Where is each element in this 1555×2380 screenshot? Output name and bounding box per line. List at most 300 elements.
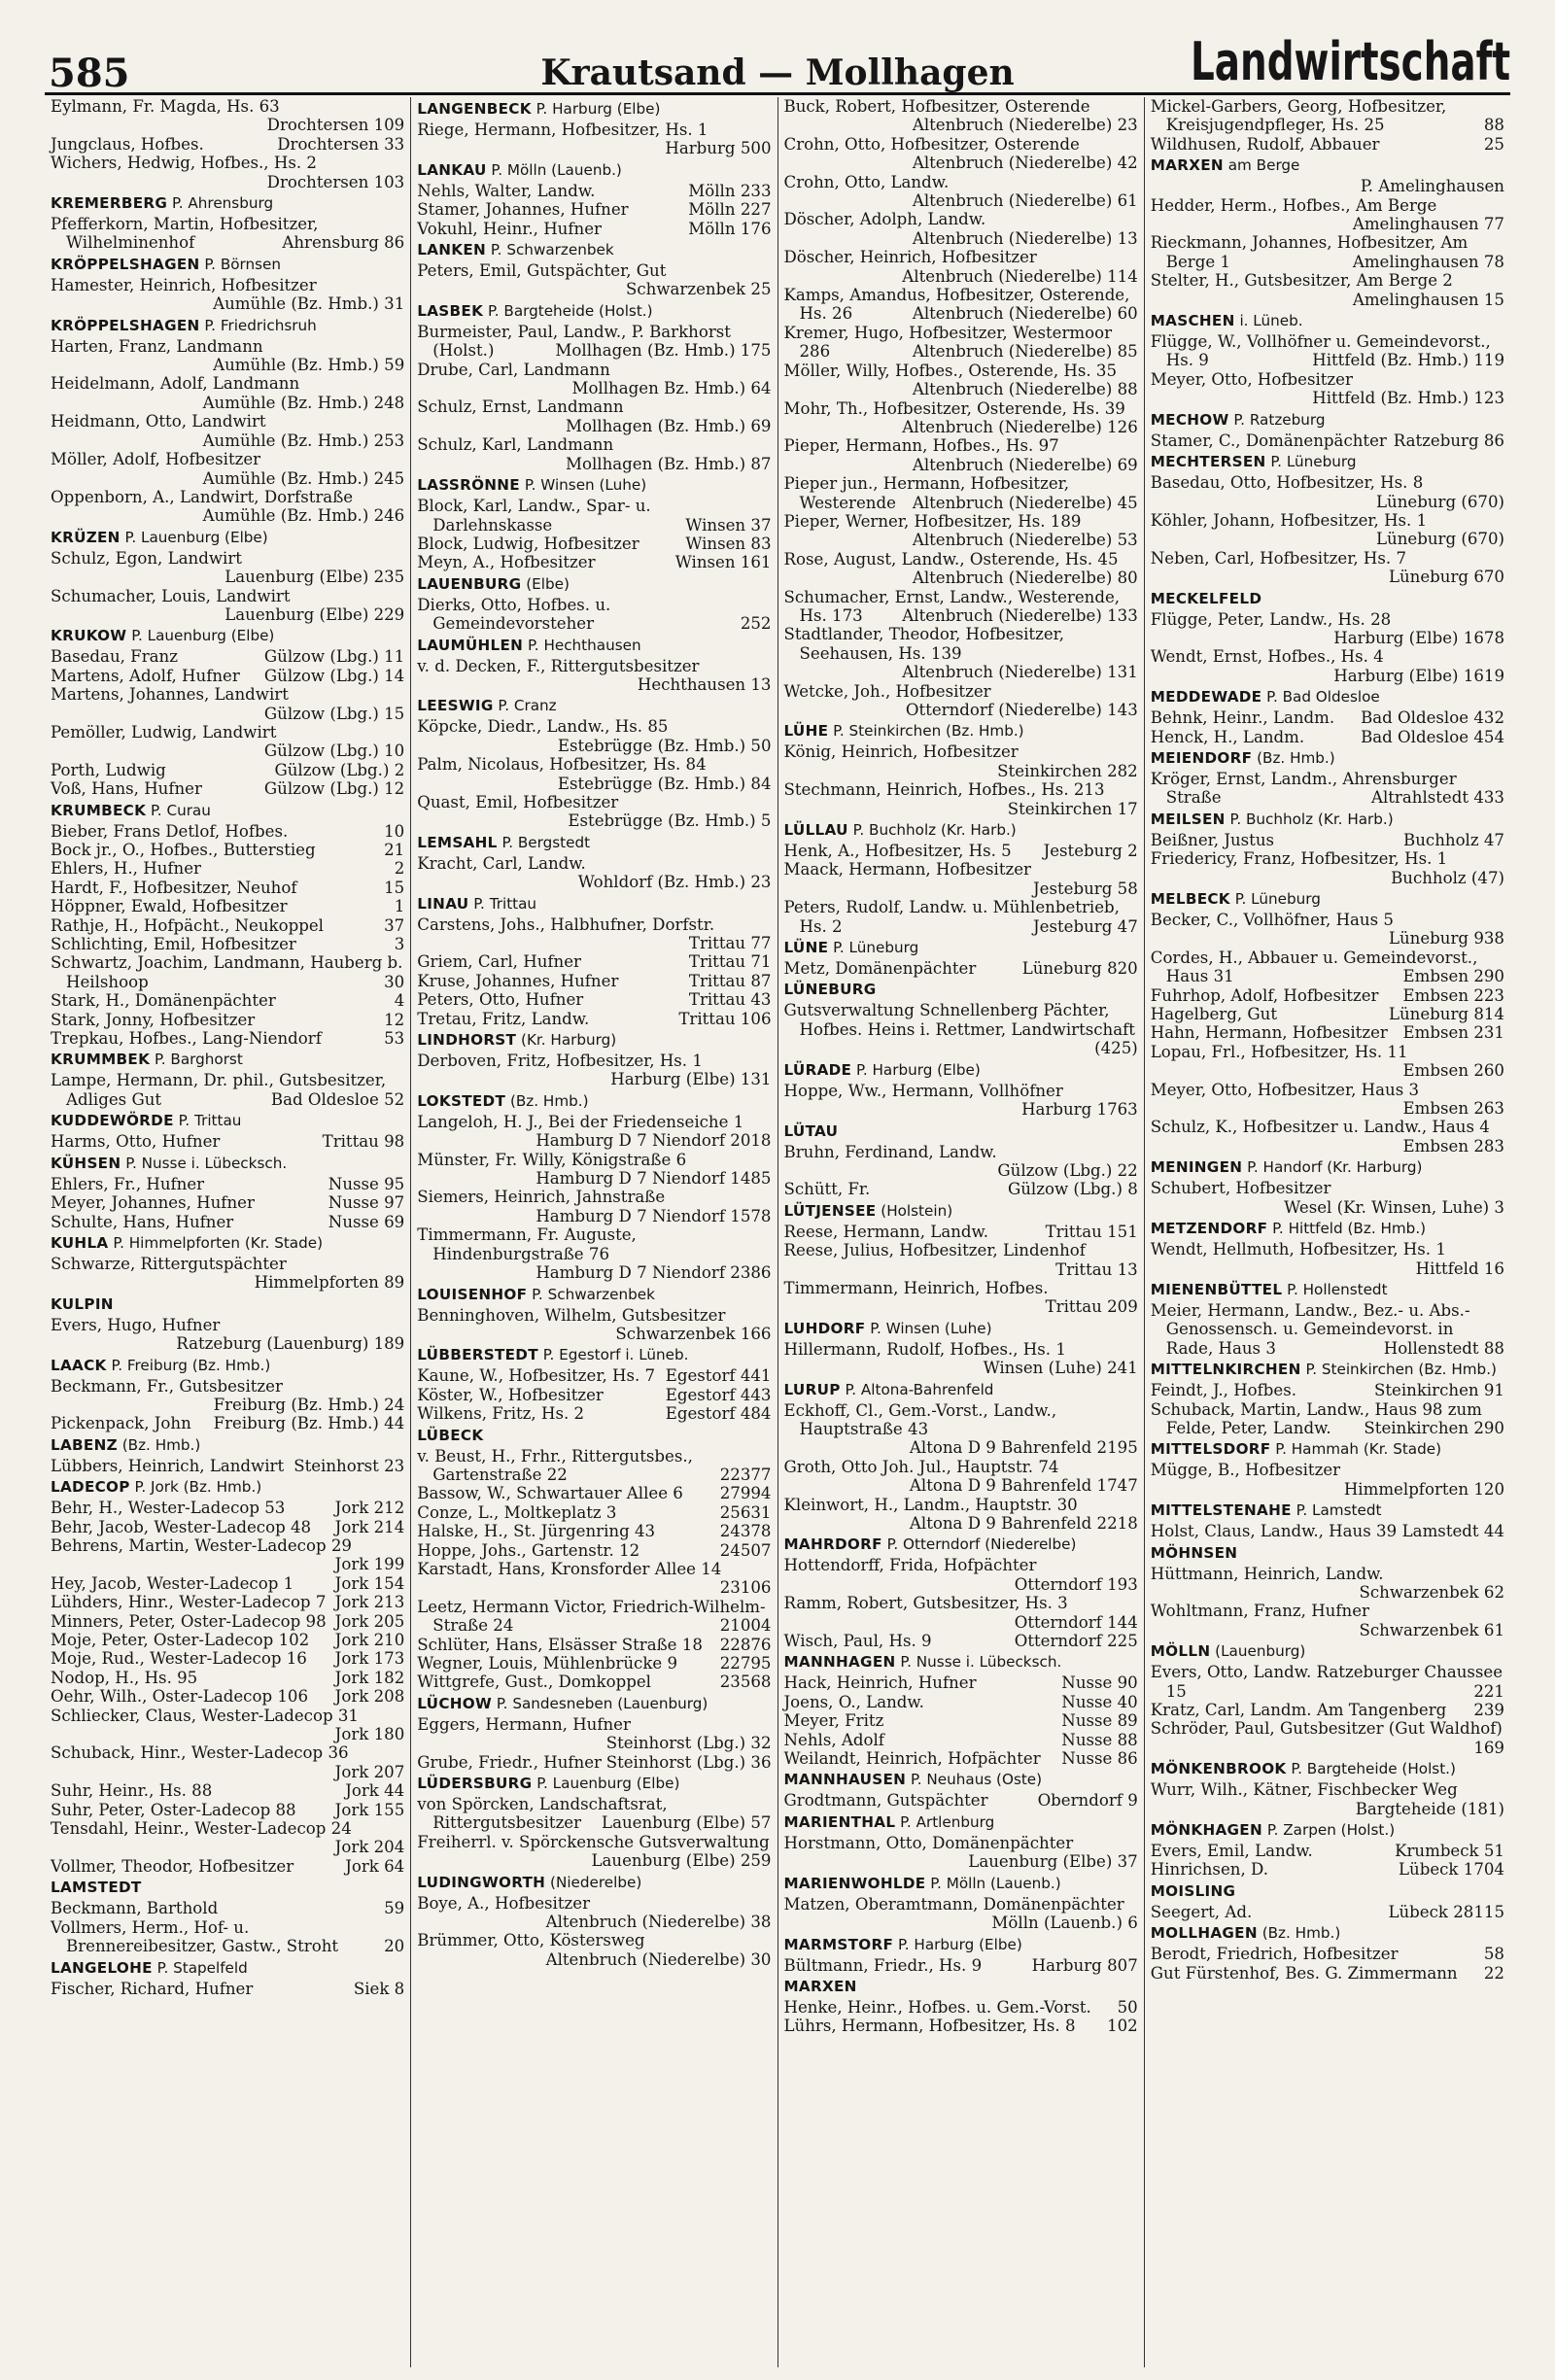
phone-location: 88 [1483,116,1504,135]
place-heading [1151,1157,1504,1178]
directory-entry [417,1636,771,1654]
phone-location: Embsen 231 [1402,1023,1504,1043]
directory-entry [784,97,1138,135]
entry-text: Rathje, H., Hofpächt., Neukoppel [51,915,324,935]
phone-location: Estebrügge (Bz. Hmb.) 5 [568,811,772,831]
phone-location: Otterndorf 225 [1014,1632,1138,1651]
directory-entry [417,553,771,571]
phone-location: Jesteburg 58 [1033,879,1138,898]
place-name: KRÜZEN [51,528,121,546]
place-heading [1151,589,1504,609]
entry-text: Meier, Hermann, Landw., Bez.- u. Abs.-Genossensch. u. Gemeindevorst. in Rade, Haus 3 [1150,1300,1470,1358]
post-office: P. Schwarzenbek [532,1285,655,1303]
place-name: LASBEK [417,301,484,320]
entry-text: Grodtmann, Gutspächter [783,1791,988,1811]
phone-location: Altenbruch (Niederelbe) 45 [912,493,1138,512]
place-heading [51,1154,404,1174]
phone-location: Bargteheide (181) [1355,1799,1504,1818]
directory-entry [784,399,1138,437]
entry-text: Riege, Hermann, Hofbesitzer, Hs. 1 [417,121,708,139]
post-office: P. Steinkirchen (Bz. Hmb.) [833,722,1024,741]
directory-entry [51,1669,404,1687]
place-name: LÜLLAU [783,821,848,840]
place-heading [1151,452,1504,472]
post-office: P. Freiburg (Bz. Hmb.) [111,1356,271,1374]
directory-entry [1151,986,1504,1005]
directory-entry [417,1833,771,1871]
entry-text: Ehlers, Fr., Hufner [51,1174,205,1193]
entry-text: Oehr, Wilh., Oster-Ladecop 106 [51,1687,309,1707]
directory-entry [417,1931,771,1969]
directory-entry [1151,1903,1504,1921]
phone-location: Jork 64 [345,1856,405,1876]
phone-location: Freiburg (Bz. Hmb.) 44 [213,1414,405,1433]
phone-location: Harburg (Elbe) 1678 [1333,628,1504,647]
phone-location: 4 [394,991,405,1011]
entry-text: Harten, Franz, Landmann [51,336,263,356]
directory-entry [1151,1945,1504,1963]
phone-location: Altenbruch (Niederelbe) 61 [912,191,1138,211]
entry-text: Griem, Carl, Hufner [417,952,581,972]
entry-text: Suhr, Peter, Oster-Ladecop 88 [51,1800,296,1819]
directory-entry [784,1749,1138,1768]
phone-location: Wesel (Kr. Winsen, Luhe) 3 [1284,1197,1504,1217]
place-name: LÜCHOW [417,1694,493,1712]
entry-text: Hagelberg, Gut [1150,1005,1278,1024]
directory-entry [51,1819,404,1857]
entry-text: Evers, Hugo, Hufner [51,1315,221,1334]
post-office: (Niederelbe) [550,1873,642,1891]
place-name: LAUENBURG [417,574,522,593]
place-name: MARIENTHAL [783,1812,896,1831]
directory-entry [51,412,404,450]
entry-text: Moje, Peter, Oster-Ladecop 102 [51,1631,310,1649]
entry-text: Meyn, A., Hofbesitzer [417,553,596,572]
directory-entry [51,723,404,761]
page-range-title: Krautsand — Mollhagen [540,52,1015,93]
columns [45,97,1510,2367]
entry-text: Freiherrl. v. Spörckensche Gutsverwaltung [417,1832,770,1851]
post-office: P. Lauenburg (Elbe) [124,528,268,546]
place-name: MELBECK [1150,890,1230,908]
entry-text: Reese, Julius, Hofbesitzer, Lindenhof [783,1241,1086,1260]
phone-location: Winsen 83 [685,534,772,553]
directory-entry [1151,549,1504,587]
directory-entry [51,337,404,375]
phone-location: Lübeck 28115 [1388,1902,1504,1921]
phone-location: 169 [1473,1738,1504,1757]
directory-entry [784,1594,1138,1632]
directory-entry [417,323,771,361]
directory-entry [417,1753,771,1772]
place-name: MARXEN [783,1977,857,1995]
entry-text: Ehlers, H., Hufner [51,859,201,879]
phone-location: Siek 8 [353,1979,405,1998]
place-name: LÜHE [783,722,829,741]
post-office: P. Hammah (Kr. Stade) [1275,1440,1442,1459]
phone-location: Trittau 151 [1045,1222,1138,1241]
directory-entry [51,1499,404,1517]
directory-entry [1151,1381,1504,1399]
entry-text: Eckhoff, Cl., Gem.-Vorst., Landw., Hauptstraße 43 [783,1400,1057,1438]
entry-text: Hack, Heinrich, Hufner [783,1673,977,1693]
entry-text: Wendt, Hellmuth, Hofbesitzer, Hs. 1 [1150,1240,1446,1259]
directory-entry [784,362,1138,399]
phone-location: Ratzeburg (Lauenburg) 189 [176,1334,405,1354]
phone-location: Winsen 161 [674,553,772,572]
place-name: LANKAU [417,160,487,179]
place-heading [1151,748,1504,769]
phone-location: 27994 [719,1484,772,1503]
phone-location: Krumbeck 51 [1395,1842,1504,1861]
place-name: LÜNE [783,939,829,957]
directory-entry [417,793,771,831]
place-name: LURUP [783,1380,841,1398]
phone-location: Otterndorf 144 [1014,1612,1138,1632]
post-office: P. Lüneburg [833,939,919,957]
directory-entry [51,1612,404,1631]
post-office: P. Hittfeld (Bz. Hmb.) [1272,1220,1427,1238]
entry-text: Fuhrhop, Adolf, Hofbesitzer [1150,985,1379,1005]
directory-entry [784,210,1138,248]
directory-entry [784,1241,1138,1279]
phone-location: Trittau 43 [688,990,772,1010]
entry-text: Basedau, Otto, Hofbesitzer, Hs. 8 [1150,473,1424,493]
entry-text: Minners, Peter, Oster-Ladecop 98 [51,1611,327,1631]
place-name: LABENZ [51,1435,118,1454]
phone-location: 3 [394,935,405,954]
entry-text: Stechmann, Heinrich, Hofbes., Hs. 213 [783,780,1105,800]
directory-entry [51,215,404,253]
entry-text: Peters, Emil, Gutspächter, Gut [417,261,667,281]
phone-location: Gülzow (Lbg.) 14 [263,666,405,685]
directory-entry [417,261,771,299]
phone-location: 25 [1483,134,1504,154]
phone-location: Altenbruch (Niederelbe) 131 [902,663,1138,682]
entry-text: Schlüter, Hans, Elsässer Straße 18 [417,1635,703,1654]
directory-entry [1151,647,1504,685]
phone-location: 221 [1473,1681,1504,1701]
phone-location: Steinkirchen 282 [997,761,1138,780]
entry-text: Schuback, Hinr., Wester-Ladecop 36 [51,1743,349,1763]
place-heading [784,980,1138,1000]
phone-location: Aumühle (Bz. Hmb.) 245 [202,468,405,488]
entry-text: Pickenpack, John [51,1414,191,1433]
place-name: LAUMÜHLEN [417,636,524,654]
entry-text: Henck, H., Landm. [1150,727,1305,746]
phone-location: 239 [1473,1701,1504,1719]
directory-entry [1151,135,1504,154]
entry-text: Schubert, Hofbesitzer [1150,1179,1331,1198]
phone-location: Trittau 209 [1045,1297,1138,1317]
phone-location: Wohldorf (Bz. Hmb.) 23 [577,873,772,892]
place-name: MÖNKHAGEN [1150,1821,1262,1840]
phone-location: Trittau 71 [688,952,772,972]
page-header [45,17,1510,97]
phone-location: Gülzow (Lbg.) 12 [263,779,405,799]
directory-entry [784,842,1138,860]
phone-location: 252 [740,614,772,634]
phone-location: Hamburg D 7 Niendorf 1485 [536,1169,772,1189]
phone-location: Jork 180 [334,1725,405,1744]
directory-entry [417,1503,771,1522]
phone-location: Hechthausen 13 [637,674,772,694]
post-office: (Holstein) [881,1201,953,1220]
place-name: LANKEN [417,241,487,259]
place-heading [51,1477,404,1498]
phone-location: P. Amelinghausen [1360,177,1504,196]
entry-text: Conze, L., Moltkeplatz 3 [417,1502,617,1522]
place-name: LADECOP [51,1478,130,1497]
directory-entry [784,1791,1138,1810]
phone-location: Mollhagen (Bz. Hmb.) 69 [565,416,772,435]
directory-entry [51,97,404,135]
directory-entry [1151,473,1504,511]
entry-text: Grube, Friedr., Hufner [417,1752,602,1772]
entry-text: Dierks, Otto, Hofbes. u. Gemeindevorsteher [417,595,611,634]
directory-entry [417,1151,771,1189]
entry-text: Wohltmann, Franz, Hufner [1150,1602,1369,1621]
entry-text: Beckmann, Barthold [51,1899,219,1918]
entry-text: Flügge, Peter, Landw., Hs. 28 [1150,609,1392,629]
directory-entry [51,822,404,841]
directory-entry [417,717,771,755]
directory-entry [1151,1043,1504,1081]
entry-text: Boye, A., Hofbesitzer [417,1893,591,1913]
phone-location: Nusse 86 [1061,1749,1138,1769]
post-office: P. Himmelpforten (Kr. Stade) [113,1233,324,1252]
place-name: LOKSTEDT [417,1091,506,1110]
entry-text: Nehls, Adolf [783,1730,884,1749]
place-name: MEIENDORF [1150,748,1253,767]
place-heading [417,99,771,120]
phone-location: Lauenburg (Elbe) 259 [591,1851,772,1871]
entry-text: Henke, Heinr., Hofbes. u. Gem.-Vorst. [783,1997,1091,2017]
directory-entry [784,135,1138,173]
entry-text: Karstadt, Hans, Kronsforder Allee 14 [417,1559,722,1578]
place-heading [1151,410,1504,431]
phone-location: Steinkirchen 17 [1007,799,1138,818]
place-heading [417,1426,771,1446]
entry-text: Kremer, Hugo, Hofbesitzer, Westermoor 286 [783,323,1113,362]
entry-text: Vokuhl, Heinr., Hufner [417,219,602,238]
entry-text: Hardt, F., Hofbesitzer, Neuhof [51,878,297,897]
phone-location: 37 [384,915,405,935]
directory-entry [51,1801,404,1819]
entry-text: Block, Karl, Landw., Spar- u. Darlehnskasse [417,497,651,535]
directory-entry [1151,332,1504,370]
directory-entry [784,324,1138,362]
phone-location: Buchholz (47) [1391,868,1504,887]
directory-entry [417,361,771,398]
directory-entry [784,474,1138,512]
phone-location: Altrahlstedt 433 [1370,788,1504,808]
phone-location: Lüneburg 814 [1388,1005,1504,1024]
header-rule [45,92,1510,95]
phone-location: 50 [1117,1997,1138,2017]
entry-text: Wisch, Paul, Hs. 9 [783,1632,932,1651]
phone-location: Altona D 9 Bahrenfeld 1747 [909,1476,1138,1496]
entry-text: Stelter, H., Gutsbesitzer, Am Berge 2 [1150,271,1453,291]
entry-text: Tensdahl, Heinr., Wester-Ladecop 24 [51,1819,352,1839]
directory-entry [417,1052,771,1089]
post-office: P. Mölln (Lauenb.) [491,160,622,179]
entry-text: Möller, Adolf, Hofbesitzer [51,450,261,469]
entry-text: Porth, Ludwig [51,760,166,779]
place-heading [51,1233,404,1254]
entry-text: Kaune, W., Hofbesitzer, Hs. 7 [417,1366,656,1386]
place-name: MIENENBÜTTEL [1150,1280,1283,1298]
post-office: P. Curau [151,801,211,819]
section-title: Landwirtschaft [1190,31,1510,92]
directory-entry [784,1458,1138,1496]
directory-entry [417,182,771,200]
place-heading [51,1050,404,1070]
post-office: (Bz. Hmb.) [1257,748,1335,767]
entry-text: Leetz, Hermann Victor, Friedrich-Wilhelm-Straße 24 [417,1597,766,1636]
place-name: MARMSTORF [783,1935,894,1953]
directory-entry [51,1593,404,1611]
phone-location: Amelinghausen 78 [1352,252,1504,271]
phone-location: Hittfeld 16 [1415,1259,1504,1278]
entry-text: Joens, O., Landw. [783,1692,924,1711]
phone-location: Harburg (Elbe) 131 [610,1070,772,1089]
phone-location: 10 [384,821,405,841]
post-office: P. Friedrichsruh [204,316,317,334]
phone-location: Lüneburg 820 [1021,959,1138,979]
directory-entry [1151,949,1504,986]
place-name: KULPIN [51,1294,114,1313]
post-office: P. Lamstedt [1296,1501,1382,1520]
directory-entry [784,682,1138,720]
directory-entry [51,1918,404,1956]
phone-location: Gülzow (Lbg.) 15 [263,704,405,723]
phone-location: 24507 [719,1540,772,1560]
directory-entry [51,1857,404,1876]
place-heading [1151,687,1504,707]
entry-text: Reese, Hermann, Landw. [783,1222,989,1241]
entry-text: Quast, Emil, Hofbesitzer [417,792,619,811]
phone-location: Nusse 89 [1061,1711,1138,1731]
post-office: P. Buchholz (Kr. Harb.) [852,821,1017,840]
directory-entry [784,2017,1138,2035]
directory-entry [784,898,1138,936]
directory-entry [1151,1602,1504,1639]
entry-text: Fischer, Richard, Hufner [51,1979,254,1998]
post-office: P. Steinkirchen (Bz. Hmb.) [1305,1361,1497,1379]
place-heading [417,475,771,496]
directory-entry [784,1693,1138,1711]
post-office: P. Artlenburg [900,1812,995,1831]
entry-text: Vollmer, Theodor, Hofbesitzer [51,1856,294,1876]
entry-text: Wichers, Hedwig, Hofbes., Hs. 2 [51,154,317,173]
phone-location: 22795 [719,1654,772,1673]
phone-location: Otterndorf (Niederelbe) 143 [905,701,1138,719]
post-office: P. Altona-Bahrenfeld [845,1380,994,1398]
directory-entry [51,1071,404,1109]
phone-location: 58 [1483,1945,1504,1964]
phone-location: 23106 [719,1578,772,1598]
phone-location: Altenbruch (Niederelbe) 60 [912,304,1138,324]
phone-location: Jork 199 [334,1555,405,1574]
entry-text: Harms, Otto, Hufner [51,1132,221,1152]
entry-text: Wittgrefe, Gust., Domkoppel [417,1673,651,1692]
phone-location: Winsen 37 [685,515,772,535]
entry-text: Brümmer, Otto, Köstersweg [417,1931,645,1950]
place-name: MOLLHAGEN [1150,1924,1258,1943]
entry-text: Timmermann, Fr. Auguste, Hindenburgstraße 76 [417,1225,637,1263]
phone-location: Aumühle (Bz. Hmb.) 31 [213,294,405,314]
place-heading [1151,311,1504,331]
directory-entry [784,860,1138,898]
phone-location: 102 [1107,2017,1138,2036]
directory-entry [417,972,771,990]
directory-entry [417,755,771,793]
directory-entry [51,916,404,935]
directory-entry [417,1894,771,1932]
entry-text: Bieber, Frans Detlof, Hofbes. [51,821,289,841]
place-heading [417,833,771,853]
phone-location: 22377 [719,1465,772,1484]
entry-text: Meyer, Otto, Hofbesitzer, Haus 3 [1150,1080,1420,1099]
entry-text: Derboven, Fritz, Hofbesitzer, Hs. 1 [417,1052,703,1071]
phone-location: Jork 204 [334,1838,405,1857]
directory-entry [1151,1301,1504,1358]
entry-text: Lopau, Frl., Hofbesitzer, Hs. 11 [1150,1042,1408,1061]
directory-entry [51,1518,404,1536]
directory-entry [784,512,1138,550]
entry-text: Gut Fürstenhof, Bes. G. Zimmermann [1150,1963,1458,1983]
directory-entry [51,1213,404,1231]
phone-location: Nusse 97 [328,1193,405,1213]
place-name: LINDHORST [417,1031,517,1050]
place-name: LÜBECK [417,1426,484,1444]
phone-location: Gülzow (Lbg.) 8 [1007,1180,1138,1199]
entry-text: Köhler, Johann, Hofbesitzer, Hs. 1 [1150,510,1428,530]
place-name: LOUISENHOF [417,1285,528,1303]
directory-entry [784,1632,1138,1650]
page-number: 585 [49,51,130,96]
entry-text: Schwarze, Rittergutspächter [51,1254,287,1273]
place-heading [51,1111,404,1131]
place-heading [1151,155,1504,176]
phone-location: Nusse 69 [328,1212,405,1231]
entry-text: Henk, A., Hofbesitzer, Hs. 5 [783,842,1012,861]
entry-text: Münster, Fr. Willy, Königstraße 6 [417,1150,687,1169]
directory-entry [417,1715,771,1753]
directory-entry [417,657,771,695]
phone-location: Harburg 807 [1031,1955,1138,1975]
directory-entry [417,435,771,473]
directory-entry [1151,1964,1504,1983]
phone-location: Lüneburg 938 [1388,929,1504,949]
phone-location: Gülzow (Lbg.) 10 [263,742,405,761]
directory-entry [51,1316,404,1354]
column-1 [45,97,410,2367]
entry-text: Wilkens, Fritz, Hs. 2 [417,1404,585,1424]
directory-entry [417,1447,771,1485]
entry-text: Gutsverwaltung Schnellenberg Pächter, Hofbes. Heins i. Rettmer, Landwirtschaft [783,1001,1135,1039]
directory-entry [784,780,1138,818]
phone-location: 15 [384,878,405,897]
entry-text: Kamps, Amandus, Hofbesitzer, Osterende, Hs. 26 [783,286,1130,324]
entry-text: Schumacher, Louis, Landwirt [51,586,291,605]
place-name: LANGELOHE [51,1958,153,1977]
phone-location: Schwarzenbek 25 [625,280,772,299]
entry-text: Wurr, Wilh., Kätner, Fischbecker Weg [1150,1780,1458,1800]
entry-text: Martens, Johannes, Landwirt [51,685,289,705]
entry-text: Drube, Carl, Landmann [417,360,610,379]
